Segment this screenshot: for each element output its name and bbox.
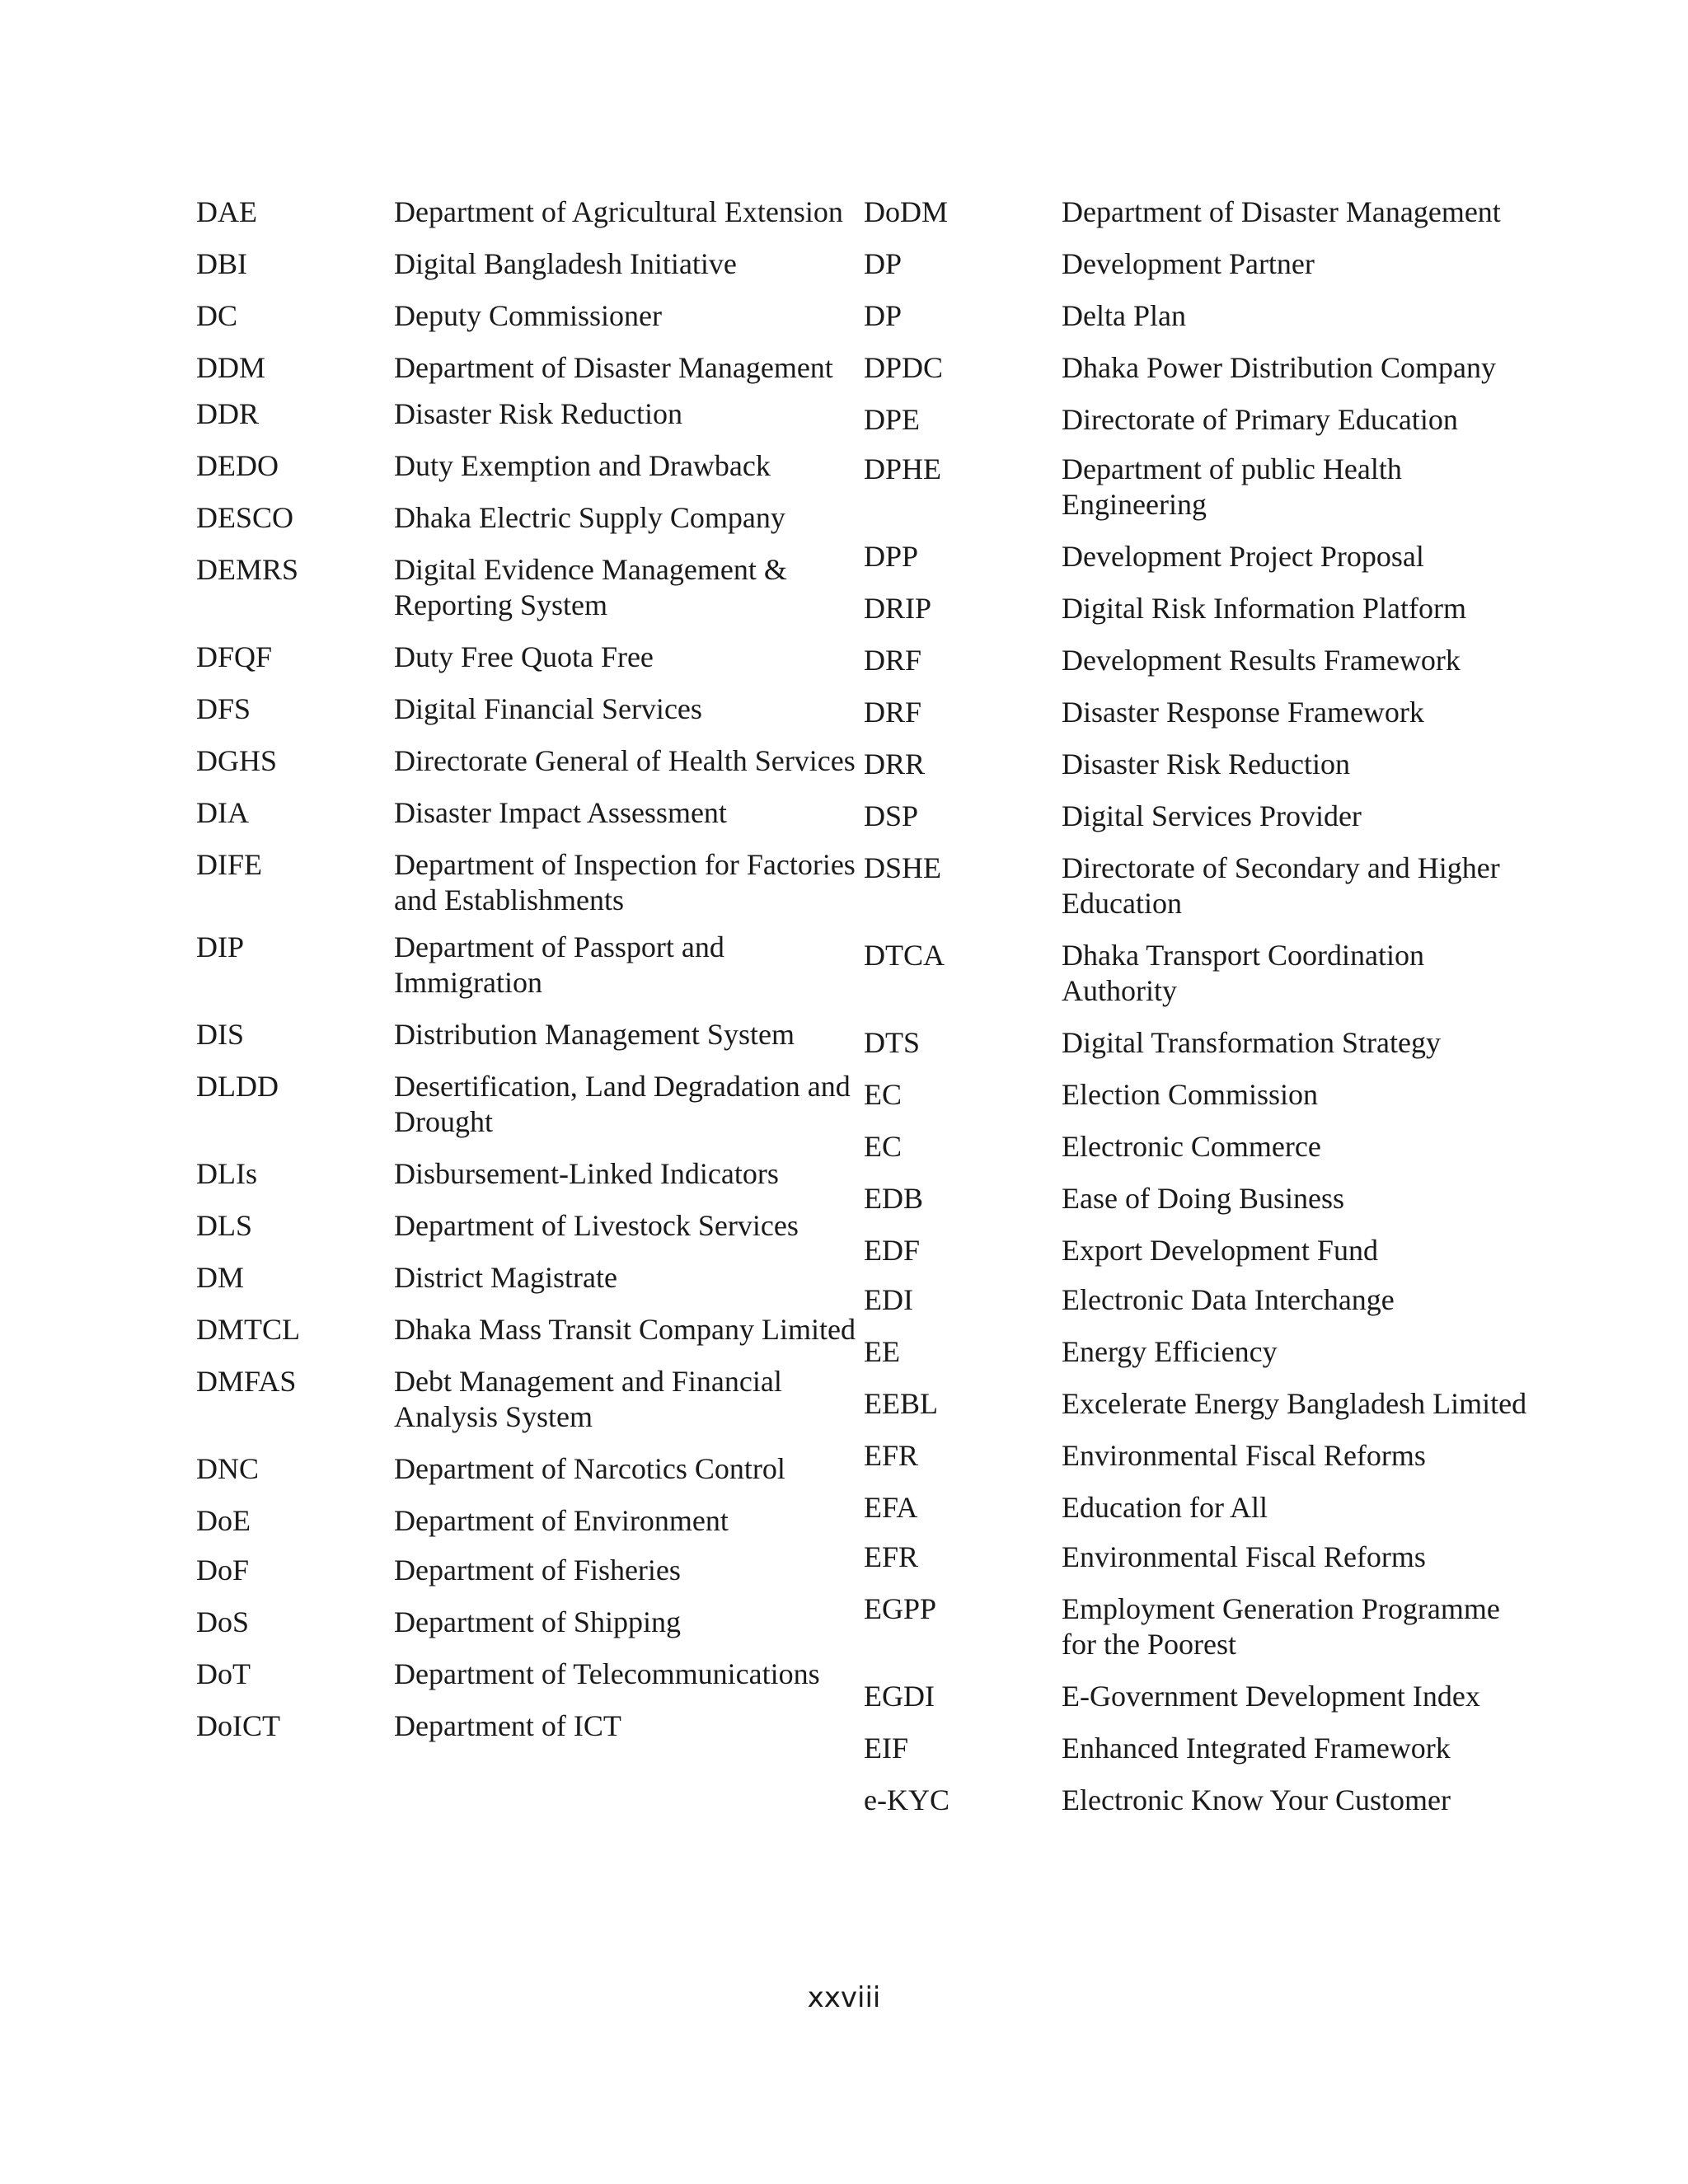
abbreviation: DoF	[196, 1554, 250, 1586]
definition: Digital Bangladesh Initiative	[394, 247, 737, 280]
list-item	[864, 246, 1540, 282]
definition: Enhanced Integrated Framework	[1062, 1732, 1451, 1765]
definition: Dhaka Electric Supply Company	[394, 501, 785, 534]
abbreviation: DGHS	[196, 744, 278, 777]
definition: Development Project Proposal	[1062, 540, 1424, 573]
list-item	[196, 640, 872, 675]
list-item	[864, 1129, 1540, 1165]
abbreviation: DM	[196, 1261, 245, 1294]
abbreviation: DIFE	[196, 848, 262, 881]
abbreviation: DRF	[864, 696, 922, 729]
list-item	[864, 1334, 1540, 1370]
definition: Department of Passport and Immigration	[394, 930, 724, 999]
abbreviation: DDR	[196, 397, 260, 430]
abbreviation: EDB	[864, 1182, 923, 1215]
list-item	[864, 1591, 1540, 1662]
list-item	[196, 1657, 872, 1692]
definition: Deputy Commissioner	[394, 299, 662, 332]
definition: Department of Inspection for Factories and Establishments	[394, 848, 856, 916]
list-item	[864, 643, 1540, 678]
abbreviation: DIA	[196, 796, 249, 829]
abbreviation: DPP	[864, 540, 919, 573]
definition: Digital Transformation Strategy	[1062, 1026, 1441, 1059]
list-item	[196, 1208, 872, 1244]
definition: Department of Shipping	[394, 1605, 681, 1638]
abbreviation: EGDI	[864, 1680, 935, 1713]
list-item	[196, 552, 872, 623]
list-item	[196, 1312, 872, 1347]
abbreviation: DLDD	[196, 1070, 279, 1103]
list-item	[196, 847, 872, 918]
abbreviation: EEBL	[864, 1387, 938, 1420]
definition: Disaster Risk Reduction	[1062, 748, 1350, 780]
abbreviation: DIS	[196, 1018, 245, 1051]
list-item	[196, 1553, 872, 1588]
list-item	[196, 298, 872, 334]
definition: Department of Fisheries	[394, 1554, 681, 1586]
definition: Disaster Impact Assessment	[394, 796, 727, 829]
abbreviation: DSP	[864, 799, 919, 832]
list-item	[196, 691, 872, 727]
list-item	[864, 194, 1540, 230]
definition: Development Partner	[1062, 247, 1315, 280]
definition: Electronic Commerce	[1062, 1130, 1321, 1163]
definition: Disbursement-Linked Indicators	[394, 1157, 779, 1190]
list-item	[864, 1783, 1540, 1818]
abbreviation: DFS	[196, 692, 251, 725]
definition: Dhaka Power Distribution Company	[1062, 351, 1496, 384]
list-item	[864, 350, 1540, 386]
list-item	[196, 1605, 872, 1640]
abbreviation: DDM	[196, 351, 266, 384]
list-item	[864, 1386, 1540, 1422]
abbreviation: DoE	[196, 1504, 251, 1537]
abbreviation: DTS	[864, 1026, 921, 1059]
list-item	[196, 1708, 872, 1744]
definition: Department of public Health Engineering	[1062, 452, 1402, 521]
list-item	[864, 695, 1540, 730]
definition: Duty Exemption and Drawback	[394, 449, 771, 482]
list-item	[196, 1017, 872, 1052]
abbreviation: e-KYC	[864, 1783, 950, 1816]
definition: Environmental Fiscal Reforms	[1062, 1439, 1426, 1472]
abbreviation: DESCO	[196, 501, 294, 534]
abbreviation: DC	[196, 299, 238, 332]
list-item	[196, 930, 872, 1001]
list-item	[864, 591, 1540, 626]
abbreviation: DRR	[864, 748, 926, 780]
definition: Excelerate Energy Bangladesh Limited	[1062, 1387, 1527, 1420]
definition: Electronic Data Interchange	[1062, 1283, 1395, 1316]
list-item	[864, 1679, 1540, 1714]
definition: Department of Environment	[394, 1504, 729, 1537]
definition: Department of Narcotics Control	[394, 1452, 785, 1485]
abbreviation: EDF	[864, 1234, 921, 1267]
definition: Department of Livestock Services	[394, 1209, 799, 1242]
list-item	[864, 298, 1540, 334]
list-item	[196, 795, 872, 831]
abbreviation-list-left	[196, 194, 872, 1744]
definition: Export Development Fund	[1062, 1234, 1378, 1267]
definition: Disaster Response Framework	[1062, 696, 1424, 729]
abbreviation: DPHE	[864, 452, 942, 485]
definition: Election Commission	[1062, 1078, 1318, 1111]
definition: Digital Evidence Management & Reporting System	[394, 553, 787, 621]
abbreviation: DEDO	[196, 449, 279, 482]
definition: E-Government Development Index	[1062, 1680, 1480, 1713]
abbreviation: EDI	[864, 1283, 913, 1316]
abbreviation: DMTCL	[196, 1313, 300, 1346]
abbreviation: DEMRS	[196, 553, 299, 586]
abbreviation: DP	[864, 299, 903, 332]
list-item	[864, 1282, 1540, 1318]
list-item	[864, 1077, 1540, 1113]
definition: Ease of Doing Business	[1062, 1182, 1344, 1215]
abbreviation: EE	[864, 1335, 900, 1368]
list-item	[864, 1490, 1540, 1526]
definition: Digital Services Provider	[1062, 799, 1362, 832]
definition: Department of ICT	[394, 1709, 621, 1742]
definition: Dhaka Transport Coordination Authority	[1062, 939, 1424, 1007]
list-item	[196, 194, 872, 230]
abbreviation: DAE	[196, 195, 257, 228]
definition: Directorate of Secondary and Higher Education	[1062, 851, 1500, 920]
abbreviation: DRIP	[864, 592, 932, 625]
list-item	[864, 851, 1540, 921]
list-item	[196, 1156, 872, 1192]
abbreviation: DIP	[196, 930, 245, 963]
definition: Energy Efficiency	[1062, 1335, 1278, 1368]
list-item	[196, 1260, 872, 1296]
list-item	[864, 799, 1540, 834]
definition: Department of Disaster Management	[1062, 195, 1501, 228]
abbreviation: EGPP	[864, 1592, 937, 1625]
abbreviation: DLS	[196, 1209, 253, 1242]
definition: Environmental Fiscal Reforms	[1062, 1540, 1426, 1573]
list-item	[864, 1540, 1540, 1575]
definition: Directorate General of Health Services	[394, 744, 856, 777]
definition: Digital Financial Services	[394, 692, 702, 725]
abbreviation: DSHE	[864, 851, 942, 884]
list-item	[864, 1233, 1540, 1268]
definition: Employment Generation Programme for the Poorest	[1062, 1592, 1500, 1661]
abbreviation: EFA	[864, 1491, 918, 1524]
definition: Electronic Know Your Customer	[1062, 1783, 1451, 1816]
list-item	[864, 1025, 1540, 1061]
list-item	[196, 350, 872, 386]
abbreviation: DPDC	[864, 351, 944, 384]
definition: Department of Disaster Management	[394, 351, 833, 384]
abbreviation: DoDM	[864, 195, 949, 228]
list-item	[864, 1181, 1540, 1216]
list-item	[864, 539, 1540, 574]
definition: Duty Free Quota Free	[394, 640, 654, 673]
definition: Distribution Management System	[394, 1018, 795, 1051]
abbreviation: DoICT	[196, 1709, 280, 1742]
definition: Development Results Framework	[1062, 644, 1461, 677]
list-item	[196, 743, 872, 779]
abbreviation: DMFAS	[196, 1365, 297, 1398]
abbreviation: DoT	[196, 1657, 251, 1690]
definition: Desertification, Land Degradation and Drought	[394, 1070, 851, 1138]
list-item	[196, 1503, 872, 1539]
definition: Education for All	[1062, 1491, 1268, 1524]
list-item	[196, 246, 872, 282]
abbreviation: DoS	[196, 1605, 250, 1638]
list-item	[864, 938, 1540, 1009]
abbreviation: EFR	[864, 1439, 919, 1472]
list-item	[864, 1731, 1540, 1766]
abbreviation-list-right	[864, 194, 1540, 1818]
list-item	[864, 747, 1540, 782]
list-item	[196, 1069, 872, 1140]
abbreviation: DFQF	[196, 640, 273, 673]
list-item	[864, 402, 1540, 438]
abbreviation: EC	[864, 1130, 903, 1163]
definition: Disaster Risk Reduction	[394, 397, 682, 430]
abbreviation: EFR	[864, 1540, 919, 1573]
definition: Digital Risk Information Platform	[1062, 592, 1466, 625]
abbreviation: DLIs	[196, 1157, 257, 1190]
list-item	[196, 396, 872, 432]
abbreviation: DBI	[196, 247, 247, 280]
abbreviation: DRF	[864, 644, 922, 677]
abbreviation: DP	[864, 247, 903, 280]
definition: District Magistrate	[394, 1261, 617, 1294]
abbreviation: DNC	[196, 1452, 260, 1485]
definition: Directorate of Primary Education	[1062, 403, 1458, 436]
page-number: xxviii	[807, 1981, 881, 2014]
abbreviation: DPE	[864, 403, 921, 436]
abbreviation: EC	[864, 1078, 903, 1111]
list-item	[196, 1451, 872, 1487]
definition: Department of Telecommunications	[394, 1657, 820, 1690]
list-item	[864, 452, 1540, 523]
definition: Debt Management and Financial Analysis System	[394, 1365, 782, 1433]
list-item	[196, 500, 872, 536]
definition: Dhaka Mass Transit Company Limited	[394, 1313, 856, 1346]
list-item	[196, 1364, 872, 1435]
abbreviation: DTCA	[864, 939, 945, 972]
definition: Department of Agricultural Extension	[394, 195, 843, 228]
list-item	[864, 1438, 1540, 1474]
abbreviation: EIF	[864, 1732, 908, 1765]
list-item	[196, 448, 872, 484]
definition: Delta Plan	[1062, 299, 1186, 332]
